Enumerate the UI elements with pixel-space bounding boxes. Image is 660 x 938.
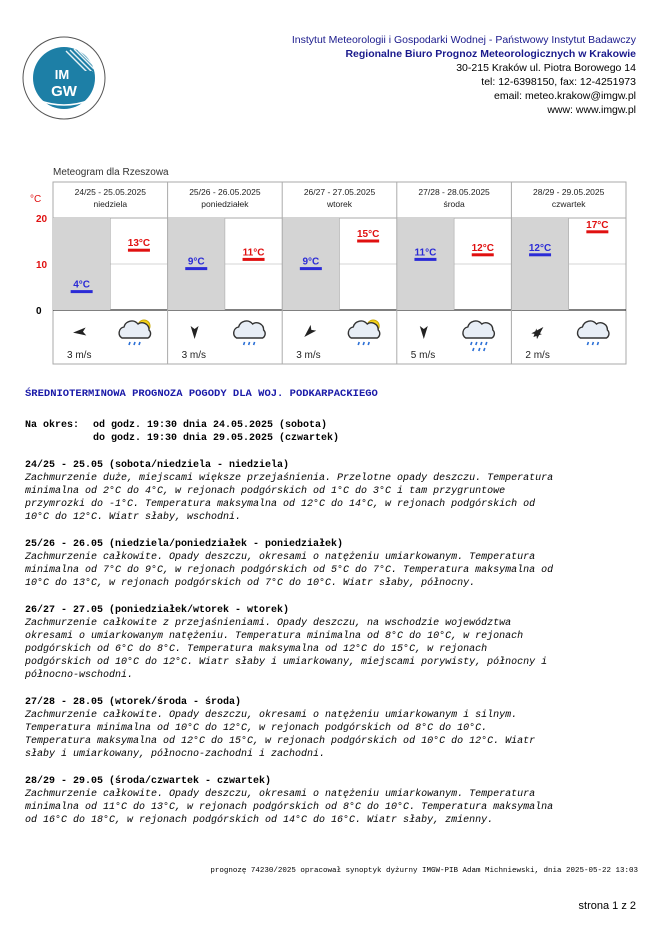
forecast-line: Zachmurzenie duże, miejscami większe przejaśnienia. Przelotne opady deszczu. Temperatura <box>25 473 554 484</box>
forecast-line: przymrozki do -1°C. Temperatura maksymalna od 12°C do 14°C, w rejonach podgórskich od <box>25 499 536 510</box>
forecast-period-to: do godz. 19:30 dnia 29.05.2025 (czwartek) <box>93 433 340 444</box>
forecast-period-from: Na okres: od godz. 19:30 dnia 24.05.2025 (sobota) <box>25 420 328 431</box>
forecast-line: Temperatura maksymalna od 12°C do 15°C, w rejonach podgórskich od 10°C do 12°C. Wiatr <box>25 736 536 747</box>
institution-header <box>292 33 636 117</box>
wind-speed-label: 3 m/s <box>181 350 207 361</box>
forecast-line: minimalna od 7°C do 9°C, w rejonach podgórskich od 5°C do 7°C. Temperatura maksymalna od <box>25 565 554 576</box>
forecast-line: Zachmurzenie całkowite. Opady deszczu, okresami o natężeniu umiarkowanym. Temperatura <box>25 552 536 563</box>
wind-speed-label: 5 m/s <box>410 350 436 361</box>
day-weekday-label: wtorek <box>326 199 353 209</box>
wind-speed-label: 3 m/s <box>67 350 92 361</box>
phone: tel: 12-6398150, fax: 12-4251973 <box>481 76 636 88</box>
forecast-line: minimalna od 2°C do 4°C, w rejonach podgórskich od 1°C do 3°C i tam przygruntowe <box>25 486 506 497</box>
forecast-line: podgórskich od 10°C do 12°C. Wiatr słaby i umiarkowany, miejscami porywisty, północny i <box>25 657 548 668</box>
forecast-line: 10°C do 12°C. Wiatr słaby, wschodni. <box>25 512 242 523</box>
forecast-day-heading: 28/29 - 29.05 (środa/czwartek - czwartek) <box>25 776 272 787</box>
forecast-line: Zachmurzenie całkowite z przejaśnieniami. Opady deszczu, na wschodzie województwa <box>25 618 512 629</box>
tmax-label: 12°C <box>471 242 494 254</box>
forecast-text <box>25 388 640 827</box>
svg-text:GW: GW <box>51 83 77 100</box>
period-label: Na okres: <box>25 420 80 431</box>
forecast-day-body <box>25 551 640 590</box>
forecast-line: Temperatura minimalna od 10°C do 12°C, w rejonach podgórskich od 8°C do 10°C. <box>25 723 488 734</box>
wind-speed-label: 2 m/s <box>525 350 550 361</box>
forecast-line: okresami o umiarkowanym natężeniu. Temperatura minimalna od 8°C do 10°C, w rejonach <box>25 631 524 642</box>
email[interactable]: email: meteo.krakow@imgw.pl <box>494 90 636 102</box>
day-weekday-label: poniedziałek <box>201 199 249 209</box>
forecast-day-heading: 25/26 - 26.05 (niedziela/poniedziałek - poniedziałek) <box>25 539 344 550</box>
tmax-label: 17°C <box>586 219 609 231</box>
forecast-line: od 16°C do 18°C, w rejonach podgórskich od 14°C do 16°C. Wiatr słaby, zmienny. <box>25 815 494 826</box>
forecast-line: Zachmurzenie całkowite. Opady deszczu, okresami o natężeniu umiarkowanym. Temperatura <box>25 789 536 800</box>
forecast-day-body <box>25 617 640 682</box>
forecaster-note: prognozę 74230/2025 opracował synoptyk dyżurny IMGW-PIB Adam Michniewski, dnia 2025-05-22 13:03 <box>210 867 638 875</box>
tmin-label: 4°C <box>73 279 91 291</box>
forecast-line: słaby i umiarkowany, północno-zachodni i zachodni. <box>25 749 326 760</box>
tmin-label: 12°C <box>528 242 552 254</box>
y-tick-label: 0 <box>36 306 42 317</box>
forecast-line: północno-wschodni. <box>25 670 134 681</box>
day-range-label: 26/27 - 27.05.2025 <box>303 187 376 197</box>
tmin-label: 9°C <box>302 256 320 268</box>
forecast-line: 10°C do 13°C, w rejonach podgórskich od 7°C do 10°C. Wiatr słaby, północny. <box>25 578 476 589</box>
y-tick-label: 20 <box>36 214 48 225</box>
forecast-line: Zachmurzenie całkowite. Opady deszczu, okresami o natężeniu umiarkowanym i silnym. <box>25 710 518 721</box>
day-range-label: 28/29 - 29.05.2025 <box>533 187 605 197</box>
imgw-logo <box>22 36 106 120</box>
tmin-label: 11°C <box>414 247 437 259</box>
meteogram <box>0 178 660 368</box>
day-weekday-label: środa <box>443 199 465 209</box>
tmax-label: 15°C <box>356 229 380 240</box>
day-range-label: 24/25 - 25.05.2025 <box>74 187 146 197</box>
y-tick-label: 10 <box>36 260 48 271</box>
forecast-day-heading: 27/28 - 28.05 (wtorek/środa - środa) <box>25 697 242 708</box>
forecast-day-body <box>25 709 640 761</box>
wind-speed-label: 3 m/s <box>296 350 321 361</box>
day-range-label: 25/26 - 26.05.2025 <box>189 187 261 197</box>
meteogram-title: Meteogram dla Rzeszowa <box>53 167 169 178</box>
website[interactable]: www: www.imgw.pl <box>547 104 636 116</box>
forecast-day-heading: 26/27 - 27.05 (poniedziałek/wtorek - wtorek) <box>25 605 290 616</box>
tmin-label: 9°C <box>187 256 205 268</box>
forecast-day-heading: 24/25 - 25.05 (sobota/niedziela - niedziela) <box>25 460 290 471</box>
night-shade <box>397 218 454 310</box>
forecast-title: ŚREDNIOTERMINOWA PROGNOZA POGODY DLA WOJ. PODKARPACKIEGO <box>25 388 378 400</box>
svg-text:IM: IM <box>54 67 70 82</box>
day-range-label: 27/28 - 28.05.2025 <box>418 187 490 197</box>
y-axis-unit: °C <box>30 194 42 205</box>
institute-name: Instytut Meteorologii i Gospodarki Wodnej - Państwowy Instytut Badawczy <box>291 34 636 46</box>
forecast-line: podgórskich od 6°C do 8°C. Temperatura maksymalna od 12°C do 15°C, w rejonach <box>25 644 488 655</box>
forecast-day-body <box>25 472 640 524</box>
page-number: strona 1 z 2 <box>578 900 636 912</box>
day-weekday-label: niedziela <box>93 199 128 209</box>
forecast-day-body <box>25 788 640 827</box>
forecast-days <box>25 459 640 827</box>
tmax-label: 13°C <box>127 238 151 250</box>
night-shade <box>53 218 110 310</box>
day-weekday-label: czwartek <box>551 199 586 209</box>
forecast-line: minimalna od 11°C do 13°C, w rejonach podgórskich od 8°C do 10°C. Temperatura maksymalna <box>25 802 554 813</box>
office-name: Regionalne Biuro Prognoz Meteorologicznych w Krakowie <box>345 48 636 60</box>
night-shade <box>511 218 568 310</box>
address: 30-215 Kraków ul. Piotra Borowego 14 <box>456 62 636 74</box>
tmax-label: 11°C <box>242 247 265 259</box>
